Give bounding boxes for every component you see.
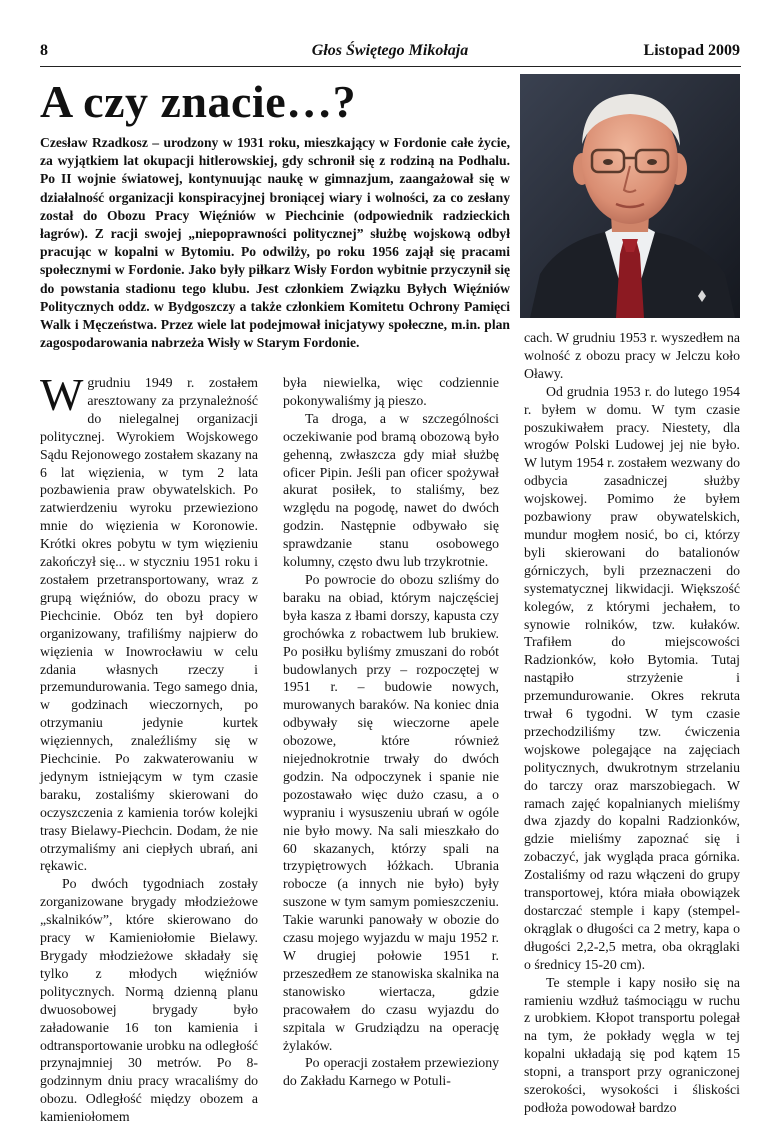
page-header: [40, 42, 740, 64]
issue-date: Listopad 2009: [643, 42, 740, 59]
paragraph: Ta droga, a w szczególności oczekiwanie pod bramą obozową było gehenną, zwłaszcza gdy miał służbę oficer Pipin. Jeśli pan oficer spożywał akurat posiłek, to staliśmy, bez względu na pogodę, nawet do dwóch godzin. Następnie odbywało się sprawdzanie stanu osobowego kolumny, często dwu lub trzykrotnie.: [283, 410, 499, 570]
paragraph: Po powrocie do obozu szliśmy do baraku na obiad, którym najczęściej była kasza z łbami dorszy, kapusta czy grochówka z robactwem lub brukiew. Po posiłku byliśmy zmuszani do robót budowlanych przy – rozpoczętej w 1951 r. – budowie nowych, murowanych baraków. Na koniec dnia odbywały się wieczorne apele obozowe, które również niejednokrotnie trwały do dwóch godzin. Na odpoczynek i spanie nie pozostawało więc dużo czasu, a o wypraniu i wysuszeniu ubrań w ogóle nie było mowy. Na sali mieszkało do 60 skazanych, którzy spali na trzypiętrowych łóżkach. Ubrania robocze (a innych nie było) były suszone w tym samym pomieszczeniu. Takie warunki panowały w obozie do czasu mojego wyjazdu w maju 1952 r. W drugiej połowie 1951 r. przeszedłem ze stanowiska skalnika na stanowisko wiertacza, gdzie pracowałem do czasu wyjazdu do szpitala w Grudziądzu na operację żylaków.: [283, 571, 499, 1053]
drop-cap: W: [40, 369, 84, 420]
paragraph: cach. W grudniu 1953 r. wyszedłem na wolność z obozu pracy w Jelczu koło Oławy.: [524, 330, 740, 381]
portrait-photo: [520, 74, 740, 318]
paragraph: Od grudnia 1953 r. do lutego 1954 r. byłem w domu. W tym czasie poszukiwałem pracy. Niestety, dla wrogów Polski Ludowej jej nie było. W lutym 1954 r. zostałem wezwany do odbycia zasadniczej służby wojskowej. Pomimo że byłem pozbawiony praw obywatelskich, mundur mogłem nosić, bo ci, którzy byli skierowani do batalionów górniczych, byli przeznaczeni do systematycznej likwidacji. Większość kolegów, z którymi jechałem, to synowie rolników, tzw. kułaków. Trafiłem do miejscowości Radzionków, koło Bytomia. Tutaj nastąpiło strzyżenie i przemundurowanie. Okres rekruta trwał 6 tygodni. W tym czasie przechodziliśmy tzw. ćwiczenia wojskowe polegające na zajęciach politycznych, dwukrotnym strzelaniu do tarczy oraz marszobiegach. W ramach zajęć kopalnianych mieliśmy dwa zjazdy do kopalni Radzionków, gdzie mieliśmy zapoznać się i zobaczyć, jak wygląda praca górnika. Zostaliśmy od razu włączeni do grupy transportowej, która miała obowiązek dostarczać stemple i kapy (stempel-okrąglak o długości ca 2 metry, kapa o długości 2,2-2,5 metra, oba okrąglaki o średnicy 15-20 cm).: [524, 383, 740, 972]
article-column-2: [283, 374, 499, 1090]
page-number: 8: [40, 42, 48, 59]
paragraph: grudniu 1949 r. zostałem aresztowany za przynależność do nielegalnej organizacji politycznej. Wyrokiem Wojskowego Sądu Rejonowego zostałem skazany na 6 lat więzienia, w tym 2 lata pozbawienia praw obywatelskich. Po zatwierdzeniu wyroku przewieziono mnie do więzienia w Koronowie. Krótki okres pobytu w tym więzieniu zakończył się... w styczniu 1951 roku i zostałem przetransportowany, wraz z grupą więźniów, do obozu pracy w Piechcinie. Obóz ten był dopiero organizowany, trafiliśmy najpierw do więzienia w Inowrocławiu w celu zdania własnych rzeczy i przemundurowania. Tego samego dnia, w godzinach wieczornych, po otrzymaniu jedynie kurtek więziennych, znaleźliśmy się w Piechcinie. Po zakwaterowaniu w jedynym istniejącym w tym czasie baraku, zostaliśmy skierowani do oczyszczenia z kamienia torów kolejki trasy Bielawy-Piechcin. Dodam, że nie otrzymaliśmy ani ciepłych ubrań, ani rękawic.: [40, 375, 258, 874]
article-column-1: [40, 369, 259, 1126]
paragraph: Te stemple i kapy nosiło się na ramieniu wzdłuż taśmociągu w ruchu z urobkiem. Kłopot transportu polegał na tym, że pokłady węgla w tej kopalni układają się pod kątem 15 stopni, a transport przy ograniczonej szerokości, wysokości i śliskości podłoża powodował bardzo: [524, 974, 740, 1115]
paragraph: Po dwóch tygodniach zostały zorganizowane brygady młodzieżowe „skalników”, które skierowano do pracy w Kamieniołomie Bielawy. Brygady młodzieżowe składały się tylko z młodych więźniów politycznych. Normą dzienną planu dwuosobowej brygady było załadowanie 16 ton kamienia i odtransportowanie urobku na odległość przynajmniej 30 metrów. Po 8-godzinnym dniu pracy wracaliśmy do obozu. Odległość między obozem a kamieniołomem: [40, 876, 259, 1125]
article-lead: Czesław Rzadkosz – urodzony w 1931 roku, mieszkający w Fordonie całe życie, za wyjątkiem lat okupacji hitlerowskiej, gdy schronił się z rodziną na Podhalu. Po II wojnie światowej, kontynuując naukę w gimnazjum, zaangażował się w działalność organizacji konspiracyjnej broniącej wiary i wolności, za co zesłany został do Obozu Pracy Więźniów w Piechcinie (odpowiednik radzieckich łagrów). Z racji swojej „niepoprawności politycznej” służbę wojskową odbył pracując w kopalni w Bytomiu. Po odwilży, po roku 1956 zajął się pracami społecznymi w Fordonie. Jako były piłkarz Wisły Fordon wybitnie przyczynił się do powstania stadionu tego klubu. Jest członkiem Związku Byłych Więźniów Politycznych oddz. w Bydgoszczy a także członkiem Komitetu Ochrony Pamięci Walk i Męczeństwa. Przez wiele lat podejmował inicjatywy społeczne, m.in. plan zagospodarowania nabrzeża Wisły w Starym Fordonie.: [40, 135, 510, 351]
header-rule: [40, 66, 741, 67]
paragraph: Po operacji zostałem przewieziony do Zakładu Karnego w Potuli-: [283, 1055, 499, 1089]
portrait-photo-icon: [520, 74, 740, 318]
article-column-3: [524, 329, 740, 1117]
article-title: A czy znacie…?: [40, 76, 357, 127]
paragraph: była niewielka, więc codziennie pokonywaliśmy ją pieszo.: [283, 375, 499, 408]
publication-title: Głos Świętego Mikołaja: [311, 42, 469, 59]
